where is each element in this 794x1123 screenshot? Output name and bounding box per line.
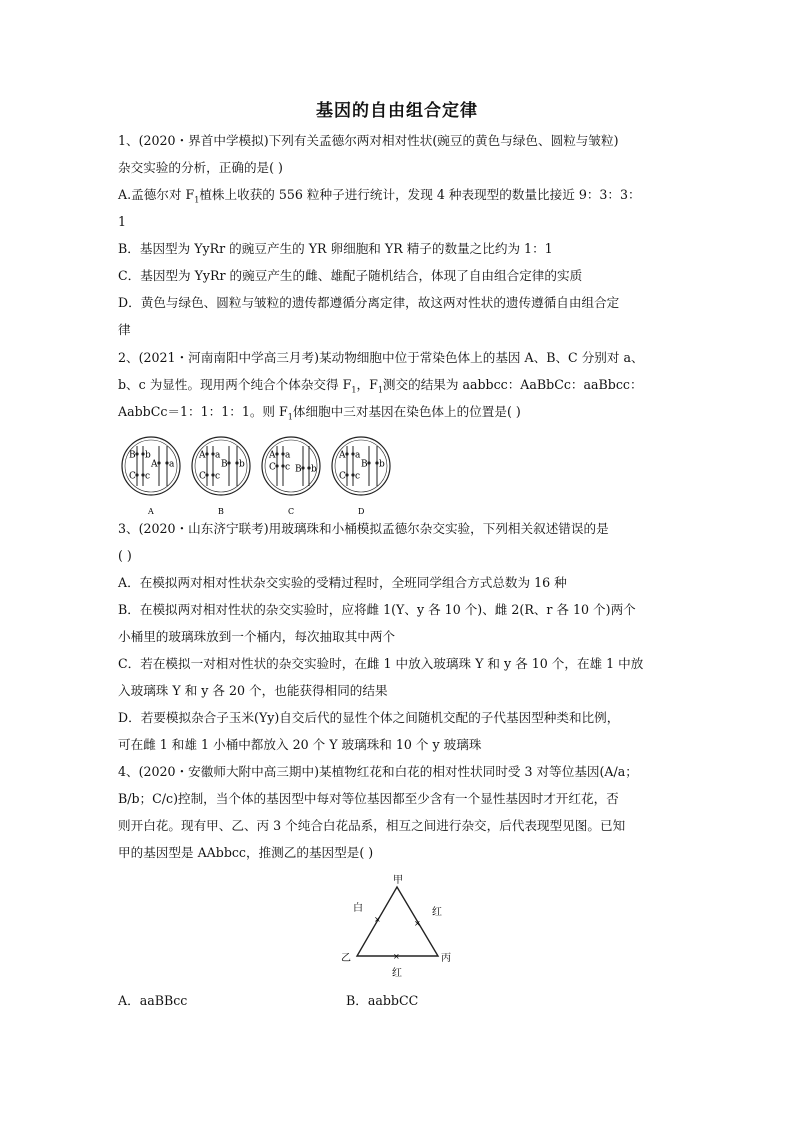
- q3-option-b: B．在模拟两对相对性状的杂交实验时，应将雌 1(Y、y 各 10 个)、雌 2(R、r 各 10 个)两个: [118, 602, 636, 617]
- q1-option-a-text2: 植株上收获的 556 粒种子进行统计，发现 4 种表现型的数量比接近 9：3：3：: [199, 187, 641, 202]
- gene-label: C: [129, 471, 136, 482]
- gene-label: c: [285, 462, 291, 473]
- gene-locus: [275, 452, 278, 455]
- bottom-cross-mark: ×: [393, 952, 400, 961]
- gene-locus: [135, 452, 138, 455]
- page-title: 基因的自由组合定律: [316, 101, 478, 121]
- q4-stem-line2: B/b；C/c)控制，当个体的基因型中每对等位基因都至少含有一个显性基因时才开红花，否: [118, 791, 619, 806]
- q2-sub-3: 1: [287, 412, 293, 422]
- q2-stem-line3: [118, 403, 521, 427]
- gene-label: A: [199, 450, 206, 461]
- q4-stem-line4: 甲的基因型是 AAbbcc，推测乙的基因型是( ): [118, 845, 374, 860]
- gene-locus: [157, 461, 160, 464]
- q2-text-b: ，F: [356, 377, 378, 392]
- q4-option-a: A．aaBBcc: [118, 993, 188, 1008]
- q1-stem-line1: 1、(2020・界首中学模拟)下列有关孟德尔两对相对性状(豌豆的黄色与绿色、圆粒与皱粒): [118, 133, 619, 148]
- right-cross-mark: ×: [414, 919, 421, 928]
- cross-triangle-diagram: [335, 870, 465, 980]
- gene-label: C: [199, 471, 206, 482]
- node-right-label: 丙: [441, 953, 451, 964]
- gene-locus: [205, 452, 208, 455]
- bottom-edge-result: 红: [392, 968, 402, 979]
- gene-label: C: [269, 462, 276, 473]
- chromosome-cell-diagrams: [118, 433, 398, 517]
- q1-option-a: [118, 186, 641, 210]
- gene-label: C: [339, 471, 346, 482]
- gene-locus: [367, 461, 370, 464]
- q2-sub-1: 1: [351, 385, 357, 395]
- gene-label: a: [215, 450, 221, 461]
- triangle-edges: [357, 887, 438, 956]
- q4-option-b: B．aabbCC: [346, 993, 419, 1008]
- q2-text-e: 体细胞中三对基因在染色体上的位置是( ): [292, 404, 521, 419]
- gene-label: c: [145, 471, 151, 482]
- q2-stem-line2: [118, 376, 643, 400]
- q3-option-c: C．若在模拟一对相对性状的杂交实验时，在雌 1 中放入玻璃珠 Y 和 y 各 10 个，在雄 1 中放: [118, 656, 644, 671]
- q3-option-d-cont: 可在雌 1 和雄 1 小桶中都放入 20 个 Y 玻璃珠和 10 个 y 玻璃珠: [118, 737, 482, 752]
- gene-label: b: [145, 450, 151, 461]
- q2-stem-line1: 2、(2021・河南南阳中学高三月考)某动物细胞中位于常染色体上的基因 A、B、C 分别对 a、: [118, 350, 644, 365]
- q2-text-a: b、c 为显性。现用两个纯合个体杂交得 F: [118, 377, 352, 392]
- gene-label: B: [295, 464, 302, 475]
- cell-option-label: C: [288, 507, 295, 516]
- q3-stem-line2: ( ): [118, 548, 132, 563]
- q1-option-d: D．黄色与绿色、圆粒与皱粒的遗传都遵循分离定律，故这两对性状的遗传遵循自由组合定: [118, 295, 620, 310]
- gene-locus: [345, 452, 348, 455]
- q2-text-d: AabbCc＝1：1：1：1。则 F: [118, 404, 288, 419]
- q3-option-c-cont: 入玻璃珠 Y 和 y 各 20 个，也能获得相同的结果: [118, 683, 388, 698]
- gene-locus: [227, 461, 230, 464]
- gene-label: B: [129, 450, 136, 461]
- q4-stem-line3: 则开白花。现有甲、乙、丙 3 个纯合白花品系，相互之间进行杂交，后代表现型见图。已知: [118, 818, 626, 833]
- q4-stem-line1: 4、(2020・安徽师大附中高三期中)某植物红花和白花的相对性状同时受 3 对等位基因(A/a；: [118, 764, 638, 779]
- gene-label: b: [379, 459, 385, 470]
- gene-locus: [301, 466, 304, 469]
- q2-text-c: 测交的结果为 aabbcc：AaBbCc：aaBbcc：: [382, 377, 643, 392]
- q3-option-d: D．若要模拟杂合子玉米(Yy)自交后代的显性个体之间随机交配的子代基因型种类和比例，: [118, 710, 620, 725]
- gene-label: A: [269, 450, 276, 461]
- right-edge-result: 红: [432, 907, 442, 918]
- q3-stem-line1: 3、(2020・山东济宁联考)用玻璃珠和小桶模拟孟德尔杂交实验，下列相关叙述错误的是: [118, 521, 609, 536]
- cell-option-label: B: [218, 507, 224, 516]
- gene-label: A: [339, 450, 346, 461]
- gene-label: c: [355, 471, 361, 482]
- gene-label: A: [151, 459, 158, 470]
- q2-sub-2: 1: [377, 385, 383, 395]
- gene-label: b: [311, 464, 317, 475]
- left-edge-result: 白: [353, 903, 363, 914]
- cell-option-label: D: [358, 507, 365, 516]
- q1-option-c: C．基因型为 YyRr 的豌豆产生的雌、雄配子随机结合，体现了自由组合定律的实质: [118, 268, 583, 283]
- q1-option-a-text: A.孟德尔对 F: [118, 187, 195, 202]
- node-top-label: 甲: [393, 875, 403, 886]
- cell-option-label: A: [148, 507, 154, 516]
- q1-option-a-cont: 1: [118, 214, 127, 229]
- q1-option-d-cont: 律: [118, 322, 131, 337]
- gene-label: a: [355, 450, 361, 461]
- q3-option-b-cont: 小桶里的玻璃珠放到一个桶内，每次抽取其中两个: [118, 629, 396, 644]
- gene-label: c: [215, 471, 221, 482]
- q3-option-a: A．在模拟两对相对性状杂交实验的受精过程时，全班同学组合方式总数为 16 种: [118, 575, 567, 590]
- gene-label: a: [285, 450, 291, 461]
- left-cross-mark: ×: [374, 915, 381, 924]
- q1-option-b: B．基因型为 YyRr 的豌豆产生的 YR 卵细胞和 YR 精子的数量之比约为 1：1: [118, 241, 553, 256]
- gene-label: a: [169, 459, 175, 470]
- q1-option-a-sub: 1: [194, 195, 200, 205]
- node-left-label: 乙: [341, 953, 351, 964]
- gene-label: b: [239, 459, 245, 470]
- gene-label: B: [221, 459, 228, 470]
- gene-label: B: [361, 459, 368, 470]
- q1-stem-line2: 杂交实验的分析，正确的是( ): [118, 160, 283, 175]
